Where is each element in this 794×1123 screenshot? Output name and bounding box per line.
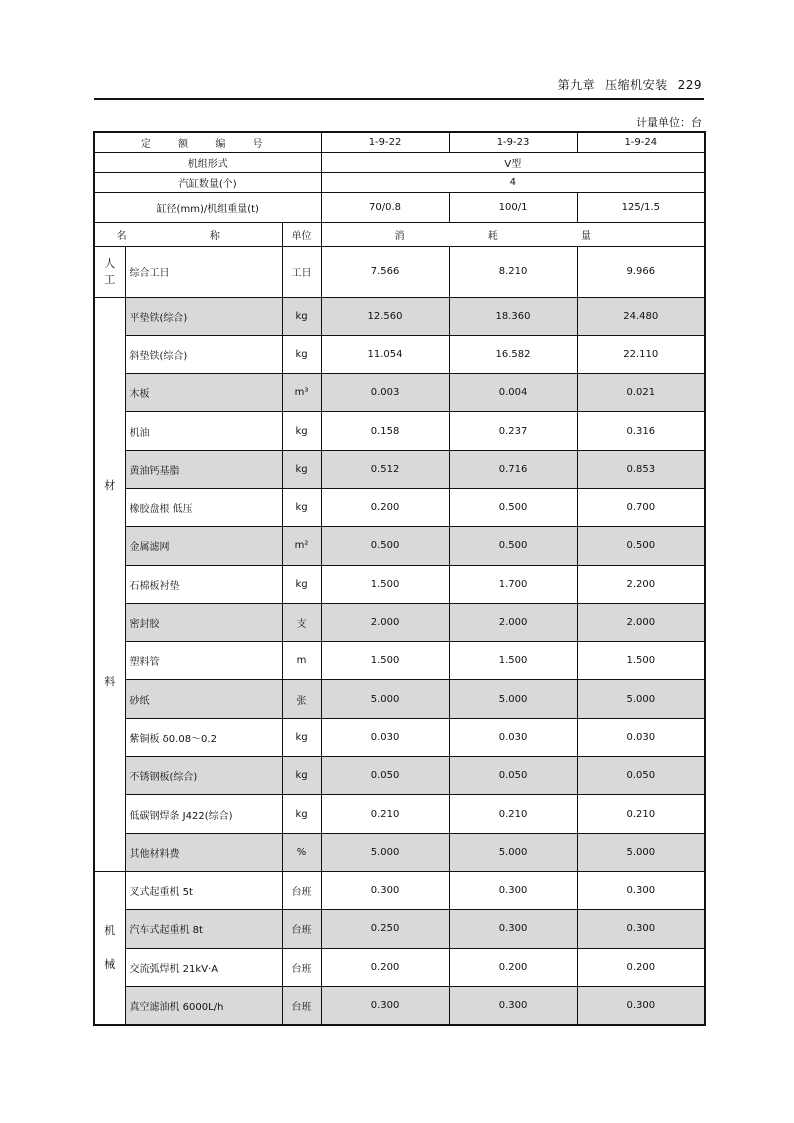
item-unit: kg (282, 718, 321, 756)
item-value: 0.030 (577, 718, 705, 756)
item-value: 0.512 (321, 450, 449, 488)
item-name: 石棉板衬垫 (125, 565, 282, 603)
cylinder-value: 4 (321, 172, 705, 192)
item-value: 5.000 (321, 833, 449, 871)
unit-form-label: 机组形式 (94, 152, 321, 172)
item-unit: 台班 (282, 948, 321, 986)
unit-form-value: V型 (321, 152, 705, 172)
consumption-header: 消 耗 量 (321, 222, 705, 246)
unit-note: 计量单位：台 (636, 116, 702, 129)
table-row (94, 795, 705, 833)
item-name: 机油 (125, 412, 282, 450)
code-cell: 1-9-22 (321, 132, 449, 152)
item-value: 0.200 (577, 948, 705, 986)
item-unit: kg (282, 297, 321, 335)
item-value: 0.030 (321, 718, 449, 756)
table-row (94, 757, 705, 795)
item-value: 5.000 (577, 680, 705, 718)
table-row (94, 335, 705, 373)
item-value: 24.480 (577, 297, 705, 335)
quota-table (93, 131, 706, 1026)
cylinder-row (94, 172, 705, 192)
item-unit: kg (282, 565, 321, 603)
item-value: 0.200 (449, 948, 577, 986)
item-value: 2.200 (577, 565, 705, 603)
item-unit: kg (282, 488, 321, 526)
item-name: 其他材料费 (125, 833, 282, 871)
table-row (94, 833, 705, 871)
item-value: 0.300 (449, 986, 577, 1024)
table-row (94, 948, 705, 986)
code-cell: 1-9-24 (577, 132, 705, 152)
item-name: 汽车式起重机 8t (125, 910, 282, 948)
bore-value: 70/0.8 (321, 192, 449, 222)
item-value: 0.250 (321, 910, 449, 948)
unit-header: 单位 (282, 222, 321, 246)
bore-value: 125/1.5 (577, 192, 705, 222)
table-row (94, 527, 705, 565)
item-value: 0.003 (321, 374, 449, 412)
item-name: 密封胶 (125, 603, 282, 641)
item-value: 5.000 (321, 680, 449, 718)
category-machinery (94, 871, 125, 1024)
item-value: 12.560 (321, 297, 449, 335)
table-row (94, 450, 705, 488)
item-unit: kg (282, 757, 321, 795)
table-row (94, 412, 705, 450)
item-value: 16.582 (449, 335, 577, 373)
item-value: 0.004 (449, 374, 577, 412)
item-value: 0.500 (321, 527, 449, 565)
item-name: 叉式起重机 5t (125, 871, 282, 909)
item-value: 1.500 (321, 642, 449, 680)
item-value: 0.500 (449, 527, 577, 565)
table-row (94, 246, 705, 297)
item-value: 5.000 (577, 833, 705, 871)
category-text-bottom: 械 (104, 957, 116, 971)
table-row (94, 297, 705, 335)
page-header (94, 74, 704, 100)
table-row (94, 488, 705, 526)
page-number: 229 (677, 78, 702, 92)
unit-form-row (94, 152, 705, 172)
item-value: 0.300 (321, 871, 449, 909)
table-row (94, 603, 705, 641)
item-value: 0.050 (577, 757, 705, 795)
item-value: 0.030 (449, 718, 577, 756)
item-value: 0.500 (449, 488, 577, 526)
table-row (94, 910, 705, 948)
cylinder-label: 汽缸数量(个) (94, 172, 321, 192)
item-value: 1.700 (449, 565, 577, 603)
category-text-bottom: 料 (104, 675, 116, 689)
item-value: 0.210 (577, 795, 705, 833)
item-value: 0.210 (449, 795, 577, 833)
header-text (548, 76, 702, 93)
bore-label: 缸径(mm)/机组重量(t) (94, 192, 321, 222)
item-unit: kg (282, 795, 321, 833)
item-value: 2.000 (449, 603, 577, 641)
item-unit: 台班 (282, 871, 321, 909)
item-value: 0.021 (577, 374, 705, 412)
item-value: 1.500 (321, 565, 449, 603)
item-name: 金属滤网 (125, 527, 282, 565)
item-unit: 支 (282, 603, 321, 641)
table-row (94, 680, 705, 718)
item-value: 22.110 (577, 335, 705, 373)
item-name: 低碳钢焊条 J422(综合) (125, 795, 282, 833)
item-value: 0.210 (321, 795, 449, 833)
item-value: 0.300 (577, 910, 705, 948)
item-unit: kg (282, 450, 321, 488)
code-cell: 1-9-23 (449, 132, 577, 152)
item-value: 1.500 (449, 642, 577, 680)
item-value: 0.300 (449, 910, 577, 948)
item-value: 8.210 (449, 246, 577, 297)
item-unit: % (282, 833, 321, 871)
table-row (94, 986, 705, 1024)
item-value: 0.853 (577, 450, 705, 488)
table-row (94, 871, 705, 909)
category-text-top: 机 (104, 923, 116, 937)
item-unit: m² (282, 527, 321, 565)
item-unit: 工日 (282, 246, 321, 297)
item-unit: kg (282, 335, 321, 373)
item-value: 0.200 (321, 948, 449, 986)
item-name: 木板 (125, 374, 282, 412)
item-name: 综合工日 (125, 246, 282, 297)
table-row (94, 374, 705, 412)
item-value: 0.316 (577, 412, 705, 450)
quota-code-row (94, 132, 705, 152)
item-value: 9.966 (577, 246, 705, 297)
item-name: 交流弧焊机 21kV·A (125, 948, 282, 986)
table-row (94, 565, 705, 603)
category-labor (94, 246, 125, 297)
item-value: 0.300 (321, 986, 449, 1024)
item-value: 5.000 (449, 680, 577, 718)
item-value: 18.360 (449, 297, 577, 335)
item-name: 平垫铁(综合) (125, 297, 282, 335)
item-value: 0.158 (321, 412, 449, 450)
item-name: 紫铜板 δ0.08～0.2 (125, 718, 282, 756)
item-unit: m (282, 642, 321, 680)
item-value: 0.237 (449, 412, 577, 450)
item-value: 1.500 (577, 642, 705, 680)
item-value: 0.300 (577, 871, 705, 909)
item-unit: 台班 (282, 910, 321, 948)
chapter-label: 第九章 (557, 78, 596, 92)
item-unit: m³ (282, 374, 321, 412)
item-value: 0.200 (321, 488, 449, 526)
section-title: 压缩机安装 (605, 78, 668, 92)
item-value: 0.050 (449, 757, 577, 795)
item-value: 0.500 (577, 527, 705, 565)
header-rule (94, 98, 704, 100)
category-text-top: 材 (104, 479, 116, 493)
item-value: 0.050 (321, 757, 449, 795)
item-value: 0.700 (577, 488, 705, 526)
item-name: 塑料管 (125, 642, 282, 680)
item-name: 不锈钢板(综合) (125, 757, 282, 795)
item-name: 橡胶盘根 低压 (125, 488, 282, 526)
item-value: 0.716 (449, 450, 577, 488)
item-name: 砂纸 (125, 680, 282, 718)
bore-value: 100/1 (449, 192, 577, 222)
table-row (94, 718, 705, 756)
item-unit: 张 (282, 680, 321, 718)
item-value: 0.300 (449, 871, 577, 909)
item-name: 斜垫铁(综合) (125, 335, 282, 373)
bore-row (94, 192, 705, 222)
item-name: 真空滤油机 6000L/h (125, 986, 282, 1024)
item-value: 2.000 (321, 603, 449, 641)
item-name: 黄油钙基脂 (125, 450, 282, 488)
table-row (94, 642, 705, 680)
item-value: 7.566 (321, 246, 449, 297)
name-header: 名 称 (94, 222, 282, 246)
category-materials (94, 297, 125, 871)
item-value: 11.054 (321, 335, 449, 373)
item-unit: 台班 (282, 986, 321, 1024)
column-header-row (94, 222, 705, 246)
item-value: 2.000 (577, 603, 705, 641)
item-value: 5.000 (449, 833, 577, 871)
item-unit: kg (282, 412, 321, 450)
quota-label: 定 额 编 号 (94, 132, 321, 152)
category-text: 人工 (104, 256, 116, 286)
item-value: 0.300 (577, 986, 705, 1024)
